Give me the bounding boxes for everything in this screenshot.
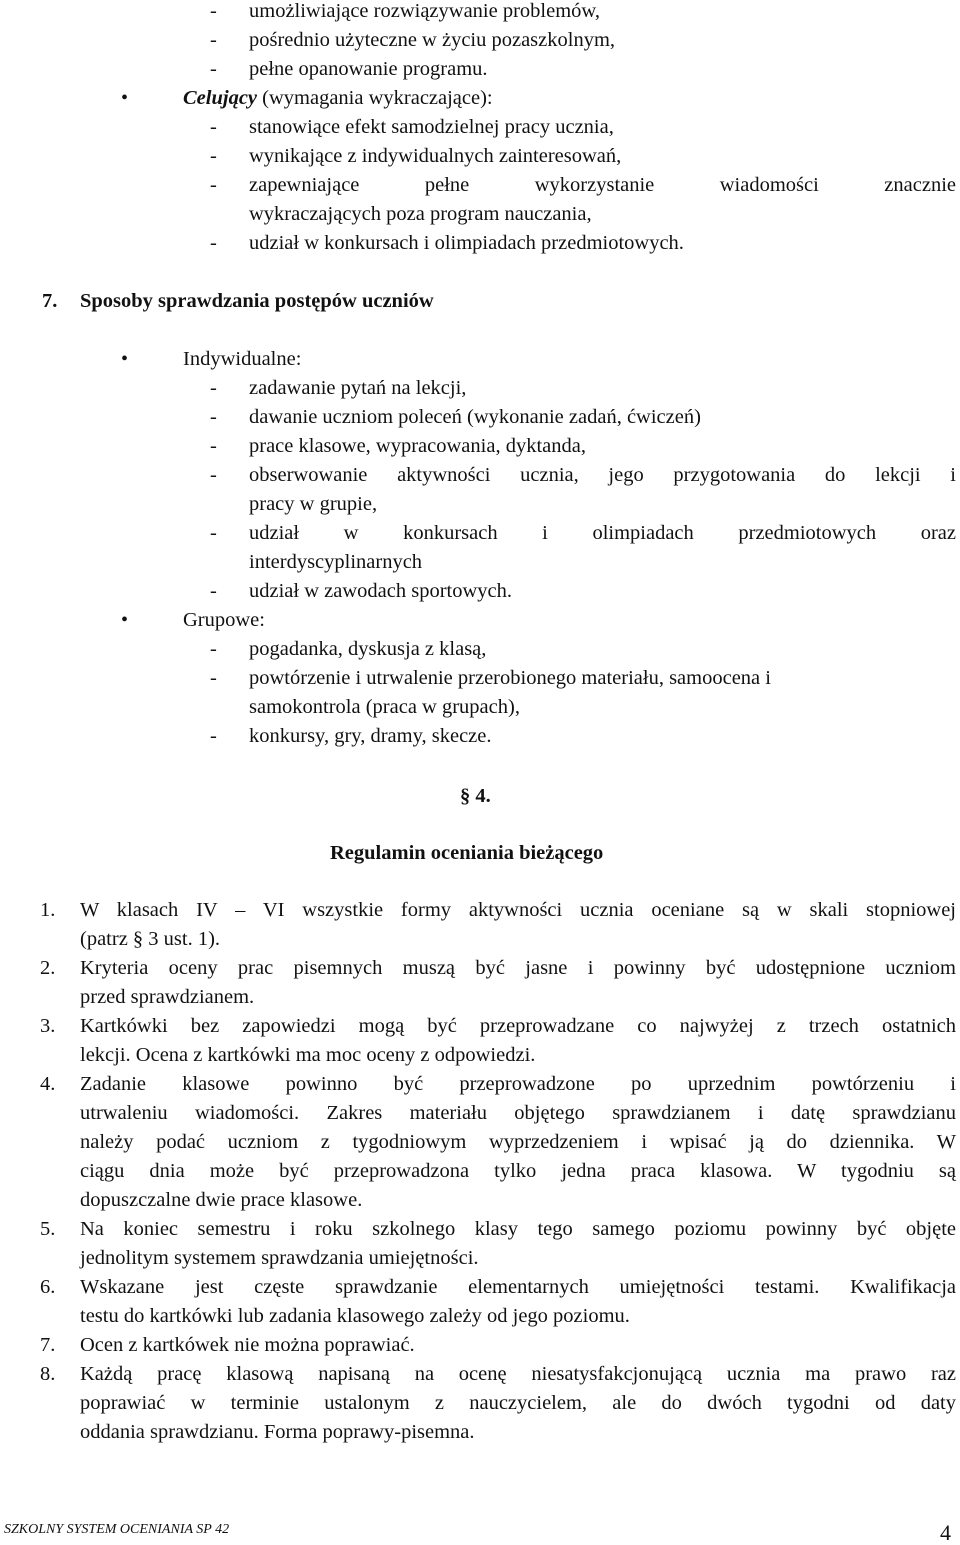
dash: -: [210, 580, 217, 602]
rule-text: Każdą pracę klasową napisaną na ocenę niesatysfakcjonującą ucznia ma prawo raz: [80, 1363, 956, 1385]
list-item: udział w zawodach sportowych.: [249, 580, 512, 602]
bullet-icon: •: [121, 87, 129, 109]
list-item: pełne opanowanie programu.: [249, 58, 488, 80]
dash: -: [210, 58, 217, 80]
dash: -: [210, 464, 217, 486]
rule-text-continuation: testu do kartkówki lub zadania klasowego zależy od jego poziomu.: [80, 1305, 630, 1327]
page-number: 4: [940, 1520, 951, 1545]
rule-number: 4.: [40, 1073, 56, 1095]
list-item: powtórzenie i utrwalenie przerobionego materiału, samoocena i: [249, 667, 771, 689]
subsection-label: Indywidualne:: [183, 348, 302, 370]
rule-text-continuation: jednolitym systemem sprawdzania umiejętności.: [80, 1247, 479, 1269]
dash: -: [210, 377, 217, 399]
section-number: 7.: [42, 290, 58, 312]
dash: -: [210, 145, 217, 167]
bullet-icon: •: [121, 348, 129, 370]
rule-number: 5.: [40, 1218, 56, 1240]
list-item: udział w konkursach i olimpiadach przedmiotowych.: [249, 232, 684, 254]
list-item: stanowiące efekt samodzielnej pracy ucznia,: [249, 116, 614, 138]
dash: -: [210, 435, 217, 457]
list-item: dawanie uczniom poleceń (wykonanie zadań, ćwiczeń): [249, 406, 701, 428]
dash: -: [210, 725, 217, 747]
dash: -: [210, 0, 217, 22]
dash: -: [210, 232, 217, 254]
rule-text: Na koniec semestru i roku szkolnego klasy tego samego poziomu powinny być objęte: [80, 1218, 956, 1240]
dash: -: [210, 406, 217, 428]
grade-heading: [183, 84, 493, 113]
dash: -: [210, 29, 217, 51]
rule-number: 6.: [40, 1276, 56, 1298]
bullet-icon: •: [121, 609, 129, 631]
rule-text-continuation: lekcji. Ocena z kartkówki ma moc oceny z odpowiedzi.: [80, 1044, 536, 1066]
section-title: Sposoby sprawdzania postępów uczniów: [80, 290, 434, 312]
dash: -: [210, 638, 217, 660]
dash: -: [210, 174, 217, 196]
list-item: wynikające z indywidualnych zainteresowań,: [249, 145, 622, 167]
rule-text: Ocen z kartkówek nie można poprawiać.: [80, 1334, 415, 1356]
rule-text-continuation: utrwaleniu wiadomości. Zakres materiału objętego sprawdzianem i datę sprawdzianu: [80, 1102, 956, 1124]
dash: -: [210, 522, 217, 544]
rule-text-continuation: ciągu dnia może być przeprowadzona tylko jedna praca klasowa. W tygodniu są: [80, 1160, 956, 1182]
list-item: pośrednio użyteczne w życiu pozaszkolnym,: [249, 29, 616, 51]
dash: -: [210, 667, 217, 689]
rule-text: Kryteria oceny prac pisemnych muszą być jasne i powinny być udostępnione uczniom: [80, 957, 956, 979]
rule-text-continuation: (patrz § 3 ust. 1).: [80, 928, 221, 950]
list-item-continuation: interdyscyplinarnych: [249, 551, 423, 573]
rule-number: 7.: [40, 1334, 56, 1356]
list-item: prace klasowe, wypracowania, dyktanda,: [249, 435, 586, 457]
rule-number: 8.: [40, 1363, 56, 1385]
rule-text-continuation: poprawiać w terminie ustalonym z nauczycielem, ale do dwóch tygodni od daty: [80, 1392, 956, 1414]
list-item-continuation: samokontrola (praca w grupach),: [249, 696, 520, 718]
grade-title: Celujący: [183, 87, 258, 109]
rule-number: 1.: [40, 899, 56, 921]
subsection-label: Grupowe:: [183, 609, 265, 631]
dash: -: [210, 116, 217, 138]
footer-title: SZKOLNY SYSTEM OCENIANIA SP 42: [4, 1522, 230, 1537]
list-item: zapewniające pełne wykorzystanie wiadomości znacznie: [249, 174, 956, 196]
list-item: konkursy, gry, dramy, skecze.: [249, 725, 492, 747]
rule-text-continuation: należy podać uczniom z tygodniowym wyprzedzeniem i wpisać ją do dziennika. W: [80, 1131, 956, 1153]
list-item: zadawanie pytań na lekcji,: [249, 377, 467, 399]
rule-number: 2.: [40, 957, 56, 979]
rule-number: 3.: [40, 1015, 56, 1037]
rule-text: Kartkówki bez zapowiedzi mogą być przeprowadzane co najwyżej z trzech ostatnich: [80, 1015, 956, 1037]
rule-text-continuation: przed sprawdzianem.: [80, 986, 255, 1008]
grade-description: (wymagania wykraczające):: [257, 87, 493, 109]
rule-text: Zadanie klasowe powinno być przeprowadzone po uprzednim powtórzeniu i: [80, 1073, 956, 1095]
paragraph-number: § 4.: [460, 785, 491, 807]
list-item-continuation: pracy w grupie,: [249, 493, 378, 515]
rule-text-continuation: dopuszczalne dwie prace klasowe.: [80, 1189, 363, 1211]
list-item: udział w konkursach i olimpiadach przedmiotowych oraz: [249, 522, 956, 544]
paragraph-title: Regulamin oceniania bieżącego: [330, 842, 604, 864]
rule-text: Wskazane jest częste sprawdzanie elementarnych umiejętności testami. Kwalifikacja: [80, 1276, 956, 1298]
list-item-continuation: wykraczających poza program nauczania,: [249, 203, 592, 225]
list-item: umożliwiające rozwiązywanie problemów,: [249, 0, 601, 22]
rule-text: W klasach IV – VI wszystkie formy aktywności ucznia oceniane są w skali stopniowej: [80, 899, 956, 921]
rule-text-continuation: oddania sprawdzianu. Forma poprawy-pisemna.: [80, 1421, 475, 1443]
list-item: obserwowanie aktywności ucznia, jego przygotowania do lekcji i: [249, 464, 956, 486]
list-item: pogadanka, dyskusja z klasą,: [249, 638, 487, 660]
